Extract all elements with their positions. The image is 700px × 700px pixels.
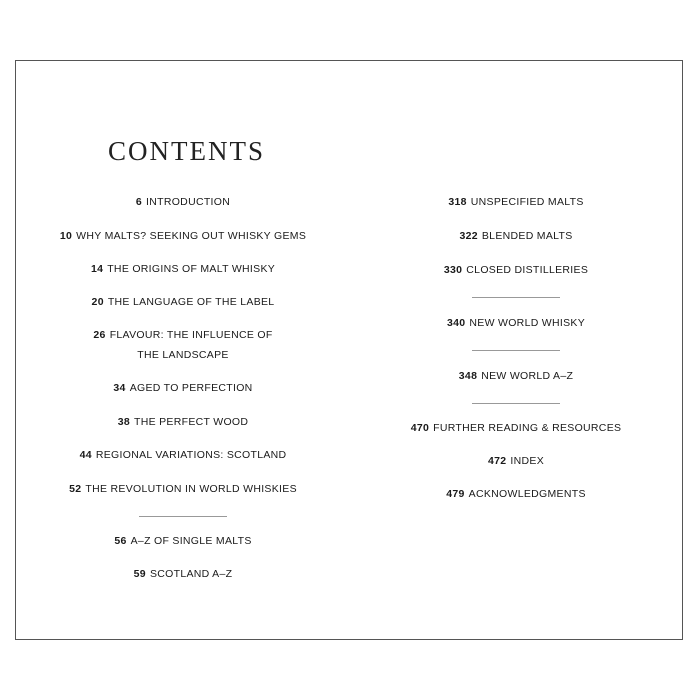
toc-page-number: 44 (79, 449, 92, 461)
toc-entry[interactable] (118, 412, 249, 432)
toc-label: THE PERFECT WOOD (134, 416, 249, 428)
toc-label: BLENDED MALTS (481, 230, 573, 242)
toc-page-number: 56 (114, 535, 127, 547)
toc-entry[interactable] (114, 531, 251, 551)
toc-label: REGIONAL VARIATIONS: SCOTLAND (95, 449, 287, 461)
toc-label: ACKNOWLEDGMENTS (468, 488, 586, 500)
toc-label-continued: THE LANDSCAPE (137, 349, 229, 361)
toc-entry[interactable] (488, 451, 544, 471)
toc-label: NEW WORLD WHISKY (469, 317, 586, 329)
toc-label: WHY MALTS? SEEKING OUT WHISKY GEMS (76, 230, 307, 242)
toc-entry[interactable] (459, 366, 573, 386)
toc-label: INTRODUCTION (146, 196, 231, 208)
toc-entry[interactable] (136, 192, 230, 212)
toc-page-number: 340 (446, 317, 466, 329)
page-title: CONTENTS (108, 136, 265, 166)
toc-page-number: 6 (135, 196, 143, 208)
toc-page-number: 322 (459, 230, 478, 242)
toc-page-number: 34 (113, 382, 126, 394)
toc-label: FURTHER READING & RESOURCES (433, 422, 622, 434)
toc-entry[interactable] (113, 378, 252, 398)
toc-entry[interactable] (447, 313, 585, 333)
toc-label: THE LANGUAGE OF THE LABEL (107, 296, 275, 308)
toc-page-number: 52 (69, 483, 82, 495)
toc-entry[interactable] (134, 564, 233, 584)
toc-label: NEW WORLD A–Z (481, 370, 574, 382)
toc-entry[interactable] (91, 259, 275, 279)
section-divider (472, 403, 560, 404)
toc-page-number: 26 (93, 329, 106, 341)
toc-entry[interactable] (444, 260, 588, 280)
toc-page-number: 330 (443, 264, 463, 276)
toc-page-number: 472 (487, 455, 507, 467)
toc-label: FLAVOUR: THE INFLUENCE OF (109, 329, 273, 341)
toc-entry[interactable] (459, 226, 572, 246)
toc-entry[interactable] (411, 418, 622, 438)
toc-entry[interactable] (446, 484, 586, 504)
toc-entry[interactable] (93, 325, 272, 365)
toc-entry[interactable] (60, 226, 306, 246)
toc-label: AGED TO PERFECTION (129, 382, 253, 394)
toc-label: CLOSED DISTILLERIES (466, 264, 589, 276)
toc-page-number: 59 (133, 568, 146, 580)
toc-page-number: 479 (446, 488, 465, 500)
toc-entry[interactable] (92, 292, 275, 312)
toc-label: INDEX (510, 455, 545, 467)
toc-entry[interactable] (80, 445, 287, 465)
section-divider (139, 516, 227, 517)
toc-page-number: 20 (91, 296, 104, 308)
toc-page-number: 14 (90, 263, 104, 275)
toc-page-number: 348 (458, 370, 478, 382)
toc-entry[interactable] (69, 479, 297, 499)
toc-entry[interactable] (448, 192, 583, 212)
toc-label: SCOTLAND A–Z (149, 568, 233, 580)
toc-label: UNSPECIFIED MALTS (470, 196, 584, 208)
toc-label: THE ORIGINS OF MALT WHISKY (107, 263, 276, 275)
toc-label: THE REVOLUTION IN WORLD WHISKIES (85, 483, 297, 495)
toc-page-number: 470 (410, 422, 430, 434)
toc-page-number: 318 (448, 196, 467, 208)
section-divider (472, 350, 560, 351)
toc-label: A–Z OF SINGLE MALTS (130, 535, 252, 547)
toc-page-number: 38 (117, 416, 130, 428)
toc-page-number: 10 (59, 230, 73, 242)
section-divider (472, 297, 560, 298)
